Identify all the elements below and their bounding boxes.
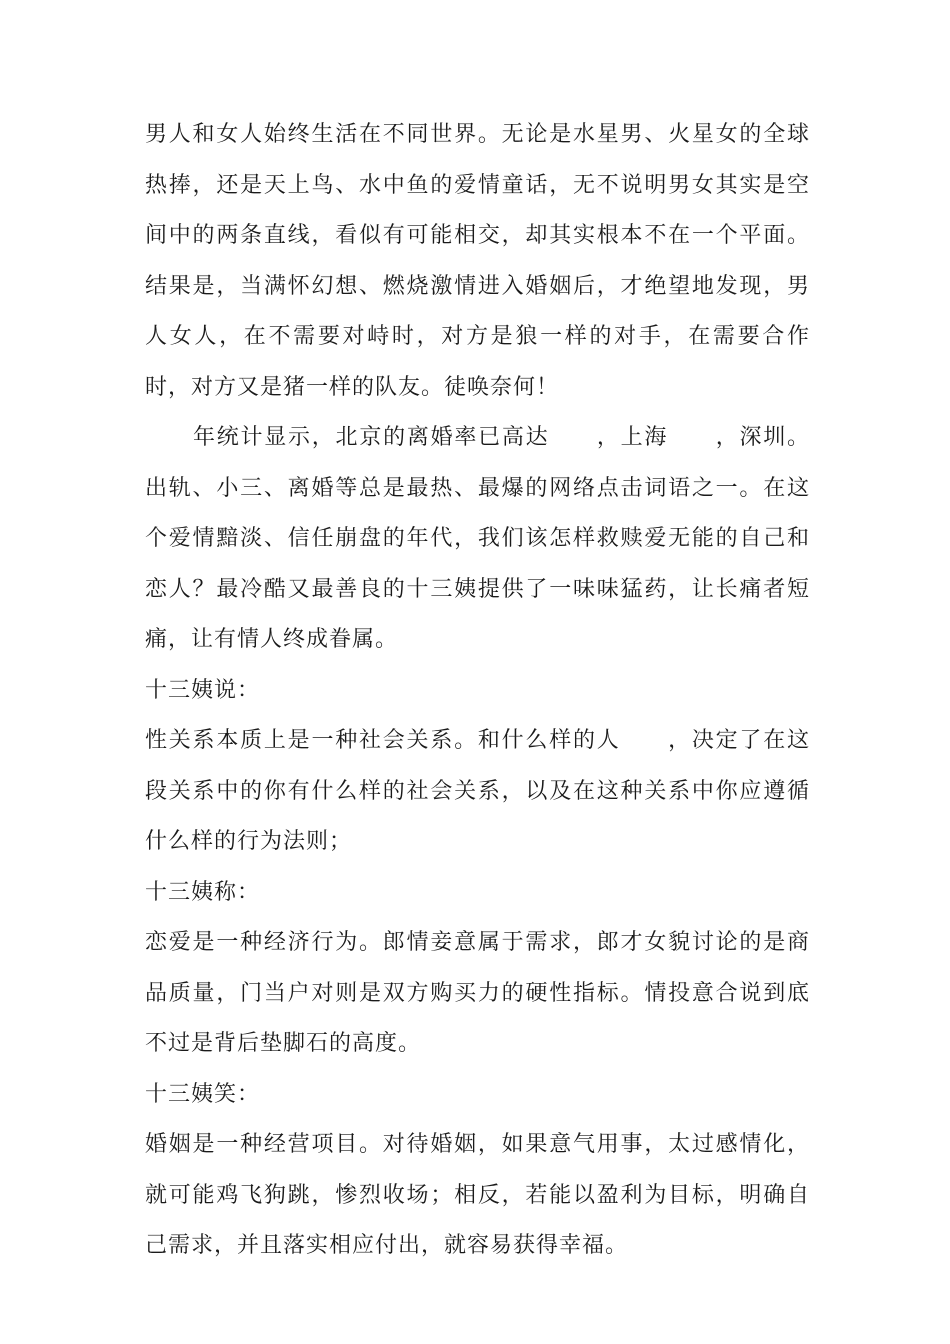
heading-says: 十三姨说： [145, 677, 261, 703]
paragraph-statistics: 年统计显示，北京的离婚率已高达 ，上海 ，深圳。出轨、小三、离婚等总是最热、最爆的网络点击词语之一。在这个爱情黯淡、信任崩盘的年代，我们该怎样救赎爱无能的自己和恋人？最冷酷又最善良的十三姨提供了一味味猛药，让长痛者短痛，让有情人终成眷属。 [145, 425, 810, 652]
paragraph-intro: 男人和女人始终生活在不同世界。无论是水星男、火星女的全球热捧，还是天上鸟、水中鱼的爱情童话，无不说明男女其实是空间中的两条直线，看似有可能相交，却其实根本不在一个平面。结果是，当满怀幻想、燃烧激情进入婚姻后，才绝望地发现，男人女人，在不需要对峙时，对方是狼一样的对手，在需要合作时，对方又是猪一样的队友。徒唤奈何！ [145, 122, 810, 400]
heading-claims: 十三姨称： [145, 879, 261, 905]
paragraph-sexual-relations: 性关系本质上是一种社会关系。和什么样的人 ，决定了在这段关系中的你有什么样的社会关系，以及在这种关系中你应遵循什么样的行为法则； [145, 728, 810, 854]
heading-laughs: 十三姨笑： [145, 1081, 261, 1107]
paragraph-marriage-business: 婚姻是一种经营项目。对待婚姻，如果意气用事，太过感情化，就可能鸡飞狗跳，惨烈收场；相反，若能以盈利为目标，明确自己需求，并且落实相应付出，就容易获得幸福。 [145, 1132, 810, 1258]
paragraph-love-economics: 恋爱是一种经济行为。郎情妾意属于需求，郎才女貌讨论的是商品质量，门当户对则是双方购买力的硬性指标。情投意合说到底不过是背后垫脚石的高度。 [145, 930, 810, 1056]
